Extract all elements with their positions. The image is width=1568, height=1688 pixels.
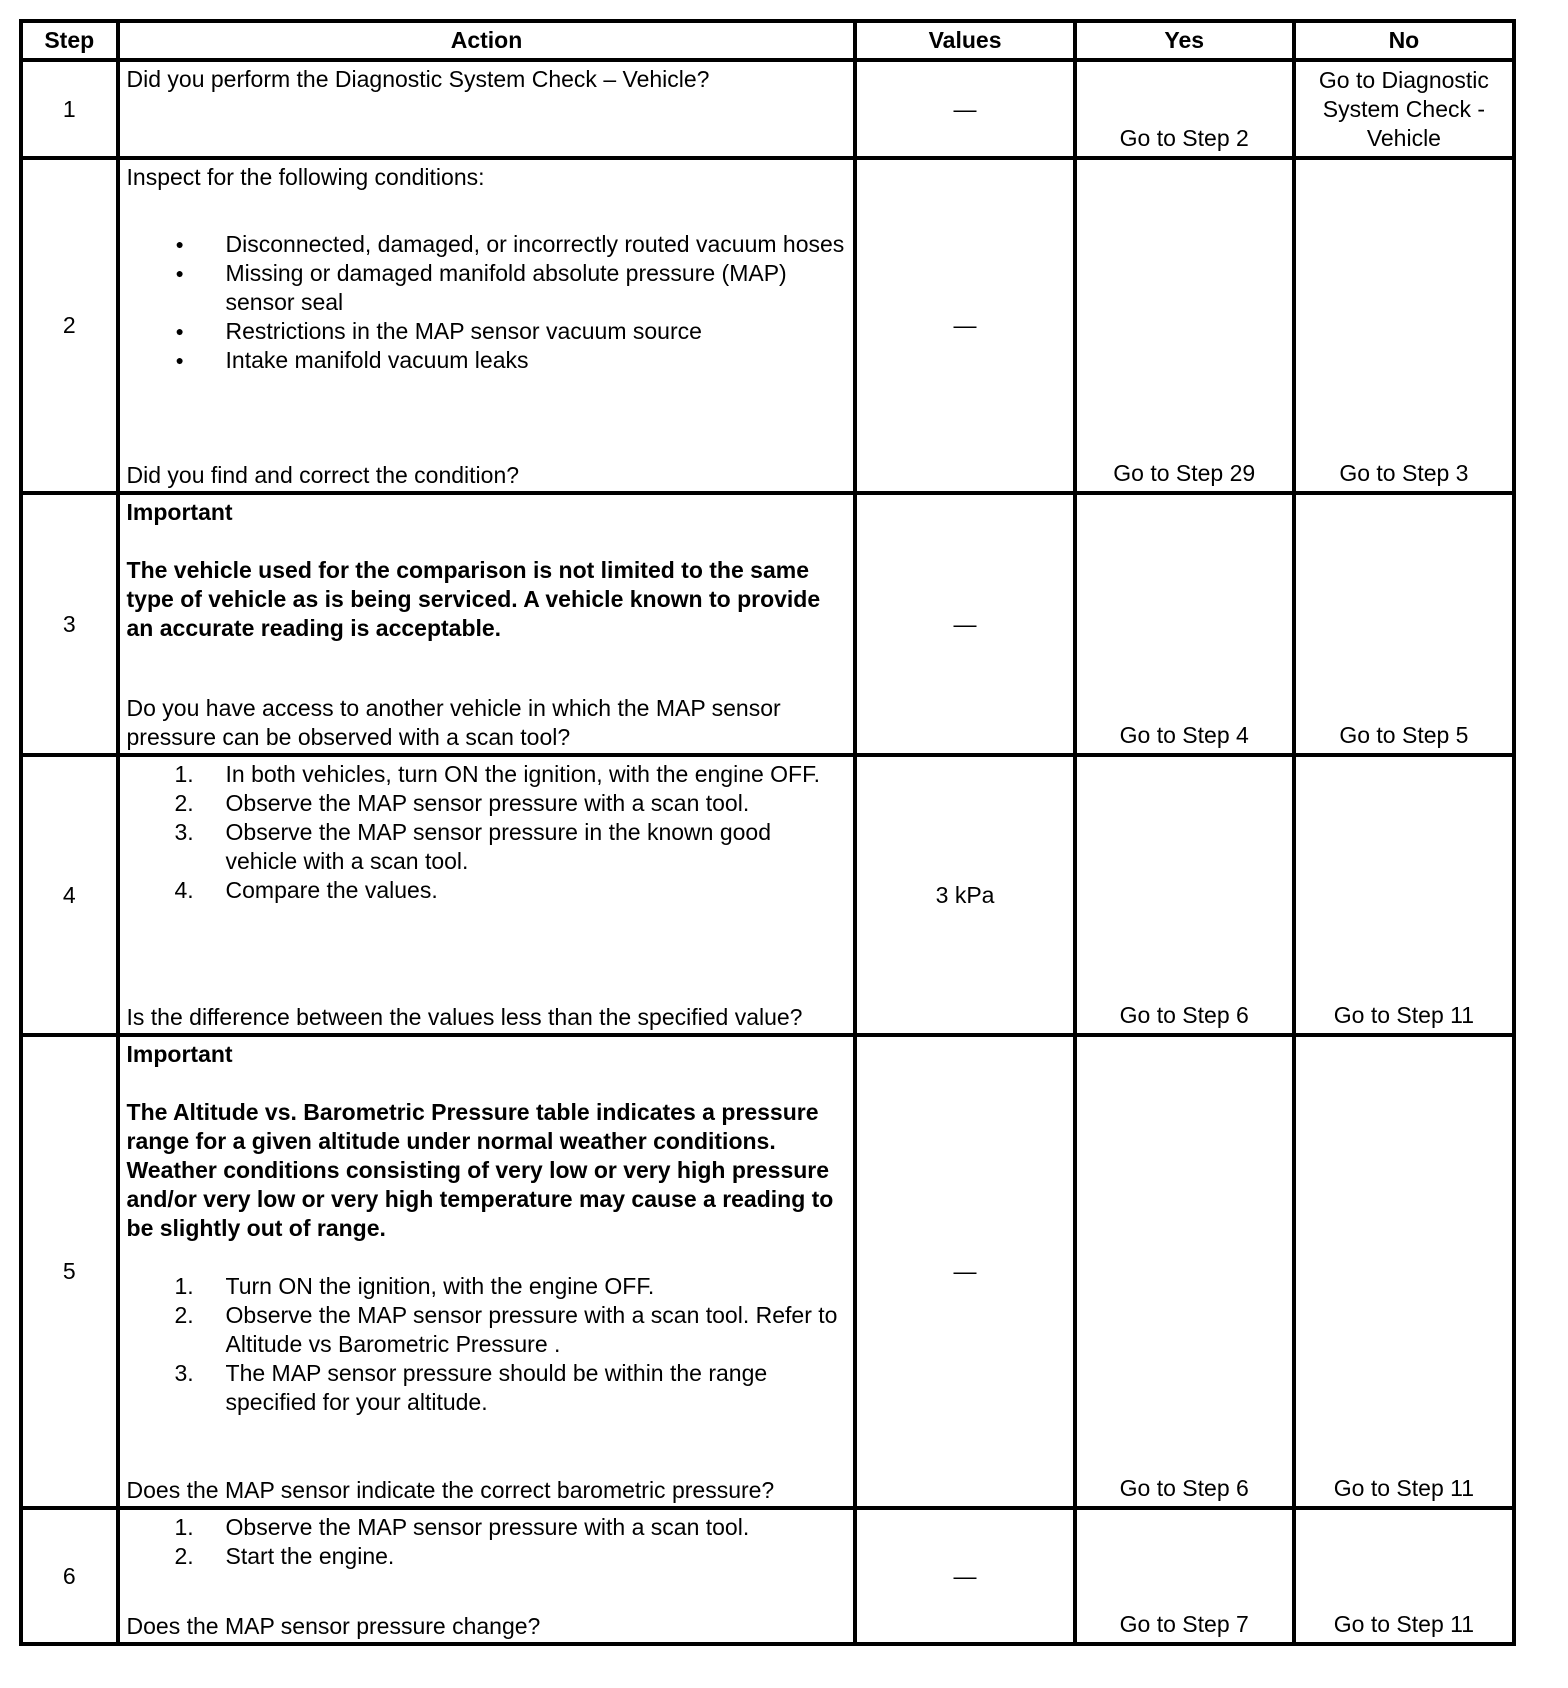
action-cell [118, 1035, 856, 1508]
no-link[interactable]: Go to Step 11 [1294, 755, 1514, 1035]
no-link[interactable]: Go to Step 3 [1294, 158, 1514, 493]
yes-link[interactable]: Go to Step 6 [1075, 1035, 1294, 1508]
header-row [21, 21, 1514, 60]
action-cell [118, 60, 856, 158]
action-question: Did you perform the Diagnostic System Check – Vehicle? [126, 66, 710, 92]
condition-list [127, 230, 846, 375]
list-item: 4. Compare the values. [174, 877, 438, 903]
header-step: Step [21, 21, 118, 60]
step-number: 5 [21, 1035, 118, 1508]
value-cell: — [855, 1035, 1074, 1508]
action-cell [118, 158, 856, 493]
list-item: 2. Observe the MAP sensor pressure with a scan tool. Refer to Altitude vs Barometric Pressure . [174, 1302, 838, 1357]
procedure-list [127, 760, 846, 905]
list-item: 1. Turn ON the ignition, with the engine OFF. [174, 1273, 655, 1299]
table-row-step-4 [21, 755, 1514, 1035]
list-item: 3. The MAP sensor pressure should be within the range specified for your altitude. [174, 1360, 768, 1415]
action-intro: Inspect for the following conditions: [126, 164, 485, 190]
table-row-step-6 [21, 1508, 1514, 1644]
action-question: Does the MAP sensor pressure change? [126, 1613, 541, 1639]
important-label: Important [126, 499, 233, 525]
list-item: ● Intake manifold vacuum leaks [127, 346, 846, 375]
list-item: 1. In both vehicles, turn ON the ignition, with the engine OFF. [174, 761, 821, 787]
list-item: 1. Observe the MAP sensor pressure with a scan tool. [174, 1514, 750, 1540]
yes-link[interactable]: Go to Step 2 [1075, 60, 1294, 158]
list-item: ● Missing or damaged manifold absolute pressure (MAP) sensor seal [127, 259, 846, 317]
value-cell: — [855, 1508, 1074, 1644]
list-item: ● Restrictions in the MAP sensor vacuum source [127, 317, 846, 346]
step-number: 3 [21, 493, 118, 755]
action-cell [118, 755, 856, 1035]
no-link[interactable]: Go to Step 11 [1294, 1035, 1514, 1508]
action-question: Is the difference between the values less than the specified value? [126, 1004, 803, 1030]
step-number: 1 [21, 60, 118, 158]
value-cell: 3 kPa [855, 755, 1074, 1035]
no-link[interactable]: Go to Diagnostic System Check - Vehicle [1294, 60, 1514, 158]
table-row-step-5 [21, 1035, 1514, 1508]
value-cell: — [855, 60, 1074, 158]
important-note: The Altitude vs. Barometric Pressure table indicates a pressure range for a given altitude under normal weather conditions. Weather conditions consisting of very low or very high pressure and/or very low or very high temperature may cause a reading to be slightly out of range. [126, 1099, 834, 1241]
header-action: Action [118, 21, 856, 60]
important-note: The vehicle used for the comparison is not limited to the same type of vehicle as is being serviced. A vehicle known to provide an accurate reading is acceptable. [126, 557, 821, 641]
yes-link[interactable]: Go to Step 7 [1075, 1508, 1294, 1644]
procedure-list [127, 1513, 846, 1571]
yes-link[interactable]: Go to Step 29 [1075, 158, 1294, 493]
value-cell: — [855, 493, 1074, 755]
table-row-step-3 [21, 493, 1514, 755]
step-number: 4 [21, 755, 118, 1035]
table-row-step-2 [21, 158, 1514, 493]
no-link[interactable]: Go to Step 5 [1294, 493, 1514, 755]
list-item: 2. Observe the MAP sensor pressure with a scan tool. [174, 790, 750, 816]
step-number: 2 [21, 158, 118, 493]
list-item: 3. Observe the MAP sensor pressure in the known good vehicle with a scan tool. [174, 819, 772, 874]
header-values: Values [855, 21, 1074, 60]
yes-link[interactable]: Go to Step 6 [1075, 755, 1294, 1035]
step-number: 6 [21, 1508, 118, 1644]
action-question: Do you have access to another vehicle in which the MAP sensor pressure can be observed with a scan tool? [126, 695, 781, 750]
action-question: Does the MAP sensor indicate the correct barometric pressure? [126, 1477, 775, 1503]
action-cell [118, 493, 856, 755]
table-row-step-1 [21, 60, 1514, 158]
action-cell [118, 1508, 856, 1644]
diagnostic-table [19, 19, 1516, 1646]
procedure-list [127, 1272, 846, 1417]
list-item: ● Disconnected, damaged, or incorrectly routed vacuum hoses [127, 230, 846, 259]
important-label: Important [126, 1041, 233, 1067]
list-item: 2. Start the engine. [174, 1543, 395, 1569]
action-question: Did you find and correct the condition? [126, 462, 520, 488]
value-cell: — [855, 158, 1074, 493]
yes-link[interactable]: Go to Step 4 [1075, 493, 1294, 755]
no-link[interactable]: Go to Step 11 [1294, 1508, 1514, 1644]
header-yes: Yes [1075, 21, 1294, 60]
header-no: No [1294, 21, 1514, 60]
